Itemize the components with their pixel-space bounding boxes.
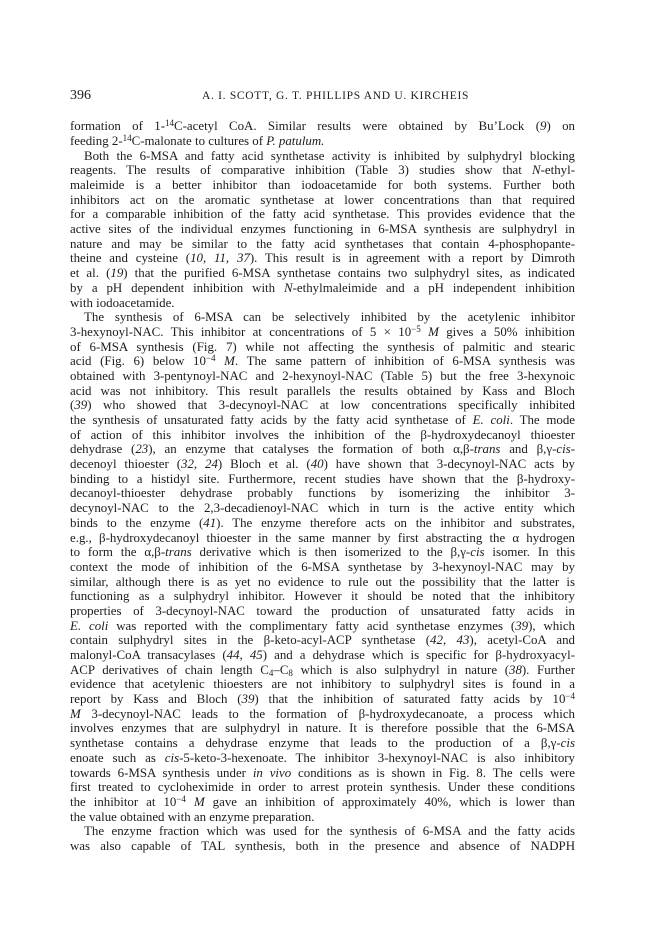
paragraph bbox=[70, 149, 575, 311]
text-run: derivative which is then isomerized to the β,γ- bbox=[191, 545, 471, 560]
text-line bbox=[70, 516, 575, 531]
superscript: −4 bbox=[176, 793, 186, 804]
superscript: 14 bbox=[165, 117, 175, 128]
text-run: was also capable of TAL synthesis, both in the presence and absence of NADPH bbox=[70, 838, 575, 853]
text-line bbox=[70, 178, 575, 193]
text-run: et al. ( bbox=[70, 266, 111, 281]
text-line bbox=[70, 795, 575, 810]
italic-text: 19 bbox=[110, 266, 124, 281]
italic-text: 39 bbox=[241, 692, 255, 707]
text-line bbox=[70, 648, 575, 663]
text-run: the inhibitor at 10 bbox=[70, 794, 177, 809]
paragraph bbox=[70, 119, 575, 148]
text-run: theine and cysteine ( bbox=[70, 251, 191, 266]
text-run: -5-keto-3-hexenoate. The inhibitor 3-hexynoyl-NAC is also inhibitory bbox=[179, 750, 576, 765]
text-run: feeding 2- bbox=[70, 133, 123, 148]
text-run: binds to the enzyme ( bbox=[70, 515, 204, 530]
text-run: Both the 6-MSA and fatty acid synthetase activity is inhibited by sulphydryl blocking bbox=[84, 148, 575, 163]
text-run: –C bbox=[273, 662, 289, 677]
text-run: involves enzymes that are sulphydryl in nature. It is therefore possible that the 6-MSA bbox=[70, 721, 575, 736]
text-run: ). The enzyme therefore acts on the inhibitor and substrates, bbox=[216, 515, 575, 530]
text-run: C-acetyl CoA. Similar results were obtained by Bu’Lock ( bbox=[174, 119, 541, 134]
text-line bbox=[70, 677, 575, 692]
text-run: of action of this inhibitor involves the inhibition of the β-hydroxydecanoyl thioester bbox=[70, 427, 575, 442]
text-run: ) and a dehydrase which is specific for β-hydroxyacyl- bbox=[262, 648, 576, 663]
text-run: reagents. The results of comparative inhibition (Table 3) studies show that bbox=[70, 163, 533, 178]
paragraph bbox=[70, 310, 575, 824]
text-line bbox=[70, 310, 575, 325]
text-run: conditions as is shown in Fig. 8. The cells were bbox=[291, 765, 575, 780]
italic-text: M bbox=[224, 354, 235, 369]
text-line bbox=[70, 736, 575, 751]
text-run: functioning as a sulphydryl inhibitor. However it should be noted that the inhibitory bbox=[70, 589, 575, 604]
text-line bbox=[70, 119, 575, 134]
italic-text: cis bbox=[560, 736, 575, 751]
text-line bbox=[70, 222, 575, 237]
italic-text: N bbox=[284, 280, 293, 295]
text-line bbox=[70, 707, 575, 722]
paragraph bbox=[70, 824, 575, 853]
text-run: 3-hexynoyl-NAC. This inhibitor at concentrations of 5 × 10 bbox=[70, 324, 412, 339]
text-run: ), acetyl-CoA and bbox=[469, 633, 575, 648]
italic-text: 40 bbox=[310, 457, 324, 472]
text-run: decanoyl-thioester dehydrase probably functions by isomerizing the inhibitor 3- bbox=[70, 486, 575, 501]
text-line bbox=[70, 604, 575, 619]
text-line bbox=[70, 163, 575, 178]
text-line bbox=[70, 766, 575, 781]
text-line bbox=[70, 354, 575, 369]
text-run: gives a 50% inhibition bbox=[438, 324, 575, 339]
text-line bbox=[70, 413, 575, 428]
text-run: ) that the purified 6-MSA synthetase contains two sulphydryl sites, as indicated bbox=[123, 266, 575, 281]
text-line bbox=[70, 531, 575, 546]
italic-text: 9 bbox=[540, 119, 547, 134]
text-line bbox=[70, 442, 575, 457]
italic-text: N bbox=[532, 163, 541, 178]
text-run: The synthesis of 6-MSA can be selectively inhibited by the acetylenic inhibitor bbox=[84, 310, 575, 325]
italic-text: M bbox=[193, 794, 205, 809]
text-run: with iodoacetamide. bbox=[70, 295, 175, 310]
text-run: ). This result is in agreement with a report by Dimroth bbox=[249, 251, 576, 266]
text-run: obtained with 3-pentynoyl-NAC and 2-hexynoyl-NAC (Table 5) but the free 3-hexynoic bbox=[70, 368, 575, 383]
text-run bbox=[216, 354, 225, 368]
text-run: 3-decynoyl-NAC leads to the formation of β-hydroxydecanoate, a process which bbox=[80, 706, 575, 721]
italic-text: 39 bbox=[74, 398, 88, 413]
text-run: synthetase contains a dehydrase enzyme that leads to the production of a β,γ- bbox=[70, 736, 561, 751]
text-run: acid was not inhibitory. This result parallels the results obtained by Kass and Bloch bbox=[70, 383, 575, 398]
text-run: report by Kass and Bloch ( bbox=[70, 692, 242, 707]
italic-text: 41 bbox=[203, 515, 217, 530]
text-run: enoate such as bbox=[70, 750, 165, 765]
text-line bbox=[70, 663, 575, 678]
text-run: evidence that acetylenic thioesters are not inhibitory to sulphydryl sites is found in a bbox=[70, 677, 575, 692]
italic-text: E. coli bbox=[70, 618, 109, 633]
text-line bbox=[70, 207, 575, 222]
text-run: ) who showed that 3-decynoyl-NAC at low concentrations specifically inhibited bbox=[87, 398, 575, 413]
text-run bbox=[186, 795, 194, 809]
italic-text: 10, 11, 37 bbox=[190, 251, 250, 266]
italic-text: P. patulum. bbox=[266, 133, 325, 148]
text-line bbox=[70, 472, 575, 487]
subscript: 4 bbox=[268, 668, 274, 679]
italic-text: 44, 45 bbox=[226, 648, 263, 663]
text-line bbox=[70, 384, 575, 399]
italic-text: 39 bbox=[515, 618, 529, 633]
text-run: -ethylmaleimide and a pH independent inhibition bbox=[292, 280, 575, 295]
text-line bbox=[70, 134, 575, 149]
italic-text: trans bbox=[165, 545, 192, 560]
text-run: nature and may be similar to the fatty acid synthetases that contain 4-phosphopante- bbox=[70, 236, 575, 251]
italic-text: M bbox=[428, 324, 439, 339]
text-line bbox=[70, 589, 575, 604]
text-run: first treated to cycloheximide in order to arrest protein synthesis. Under these conditions bbox=[70, 780, 575, 795]
text-line bbox=[70, 340, 575, 355]
text-run: towards 6-MSA synthesis under bbox=[70, 765, 253, 780]
running-head: A. I. SCOTT, G. T. PHILLIPS AND U. KIRCHEIS bbox=[202, 89, 470, 102]
text-line bbox=[70, 810, 575, 825]
text-run: contain sulphydryl sites in the β-keto-acyl-ACP synthetase ( bbox=[70, 633, 431, 648]
text-run: which is also sulphydryl in nature ( bbox=[292, 662, 509, 677]
italic-text: in vivo bbox=[252, 765, 292, 780]
text-run: gave an inhibition of approximately 40%, which is lower than bbox=[204, 794, 575, 809]
text-run: the value obtained with an enzyme preparation. bbox=[70, 809, 315, 824]
text-run: decynoyl-NAC to the 2,3-decadienoyl-NAC which in turn is the active entity which bbox=[70, 501, 575, 516]
text-run: C-malonate to cultures of bbox=[131, 133, 267, 148]
text-run: e.g., β-hydroxydecanoyl thioester in the same manner by first abstracting the α hydrogen bbox=[70, 530, 575, 545]
superscript: −5 bbox=[411, 323, 421, 334]
text-run: to form the α,β- bbox=[70, 545, 166, 560]
italic-text: 23 bbox=[135, 442, 149, 457]
text-line bbox=[70, 824, 575, 839]
text-run: acid (Fig. 6) below 10 bbox=[70, 354, 206, 369]
text-run: for a comparable inhibition of the fatty acid synthetase. This provides evidence that the bbox=[70, 207, 575, 222]
text-run: by a pH dependent inhibition with bbox=[70, 280, 285, 295]
text-run: was reported with the complimentary fatty acid synthetase enzymes ( bbox=[108, 618, 516, 633]
italic-text: trans bbox=[473, 442, 501, 457]
text-line bbox=[70, 751, 575, 766]
text-run: . The same pattern of inhibition of 6-MSA synthesis was bbox=[234, 354, 575, 369]
text-line bbox=[70, 839, 575, 854]
text-run: ACP derivatives of chain length C bbox=[70, 662, 269, 677]
text-run: ). Further bbox=[521, 662, 575, 677]
text-line bbox=[70, 369, 575, 384]
italic-text: 42, 43 bbox=[430, 633, 470, 648]
text-line bbox=[70, 428, 575, 443]
italic-text: 32, 24 bbox=[181, 457, 218, 472]
text-run: the synthesis of unsaturated fatty acids by the fatty acid synthetase of bbox=[70, 413, 473, 428]
text-run: ) have shown that 3-decynoyl-NAC acts by bbox=[323, 457, 575, 472]
text-run: similar, although there is as yet no evidence to rule out the possibility that the latter is bbox=[70, 574, 575, 589]
text-run: -ethyl- bbox=[540, 163, 575, 178]
body-text bbox=[70, 119, 575, 853]
text-run: dehydrase ( bbox=[70, 442, 136, 457]
text-run: malonyl-CoA transacylases ( bbox=[70, 648, 227, 663]
text-run: and β,γ- bbox=[500, 442, 557, 457]
text-line bbox=[70, 266, 575, 281]
text-line bbox=[70, 457, 575, 472]
text-run: ( bbox=[70, 398, 75, 413]
text-run: maleimide is a better inhibitor than iodoacetamide for both systems. Further both bbox=[70, 178, 575, 193]
text-run: ) that the inhibition of saturated fatty acids by 10 bbox=[254, 692, 566, 707]
page-number: 396 bbox=[70, 88, 91, 103]
superscript: −4 bbox=[565, 690, 575, 701]
text-line bbox=[70, 237, 575, 252]
text-run: of 6-MSA synthesis (Fig. 7) while not affecting the synthesis of palmitic and stearic bbox=[70, 339, 575, 354]
text-line bbox=[70, 545, 575, 560]
text-line bbox=[70, 281, 575, 296]
text-line bbox=[70, 560, 575, 575]
text-line bbox=[70, 296, 575, 311]
text-run: ) on bbox=[546, 119, 575, 134]
text-line bbox=[70, 633, 575, 648]
text-run: . The mode bbox=[509, 413, 576, 428]
subscript: 8 bbox=[288, 668, 293, 679]
text-run: The enzyme fraction which was used for the synthesis of 6-MSA and the fatty acids bbox=[84, 824, 575, 839]
text-run: decenoyl thioester ( bbox=[70, 457, 181, 472]
text-line bbox=[70, 486, 575, 501]
text-line bbox=[70, 325, 575, 340]
text-line bbox=[70, 398, 575, 413]
text-run: properties of 3-decynoyl-NAC toward the production of unsaturated fatty acids in bbox=[70, 603, 575, 618]
text-line bbox=[70, 193, 575, 208]
text-run: ) Bloch et al. ( bbox=[217, 457, 311, 472]
text-line bbox=[70, 721, 575, 736]
text-run: ), which bbox=[528, 618, 575, 633]
superscript: −4 bbox=[205, 352, 216, 363]
text-line bbox=[70, 501, 575, 516]
text-line bbox=[70, 619, 575, 634]
text-run: binding to a histidyl site. Furthermore, recent studies have shown that the β-hydroxy- bbox=[70, 471, 575, 486]
italic-text: cis bbox=[470, 545, 485, 560]
text-run: active sites of the individual enzymes functioning in 6-MSA synthesis are sulphydryl in bbox=[70, 222, 575, 237]
text-line bbox=[70, 692, 575, 707]
italic-text: cis bbox=[164, 750, 180, 765]
text-run: inhibitors act on the aromatic synthetase at lower concentrations than that required bbox=[70, 192, 575, 207]
text-run: ), an enzyme that catalyses the formation of both α,β- bbox=[148, 442, 474, 457]
text-run: - bbox=[570, 442, 575, 457]
text-run: isomer. In this bbox=[484, 545, 576, 560]
italic-text: E. coli bbox=[472, 413, 510, 428]
text-line bbox=[70, 575, 575, 590]
italic-text: cis bbox=[556, 442, 571, 457]
superscript: 14 bbox=[122, 132, 132, 143]
text-line bbox=[70, 780, 575, 795]
text-line bbox=[70, 149, 575, 164]
italic-text: M bbox=[70, 706, 81, 721]
text-run: formation of 1- bbox=[70, 119, 165, 134]
text-line bbox=[70, 251, 575, 266]
italic-text: 38 bbox=[509, 662, 522, 677]
text-run: context the mode of inhibition of the 6-MSA synthetase by 3-hexynoyl-NAC may by bbox=[70, 559, 575, 574]
